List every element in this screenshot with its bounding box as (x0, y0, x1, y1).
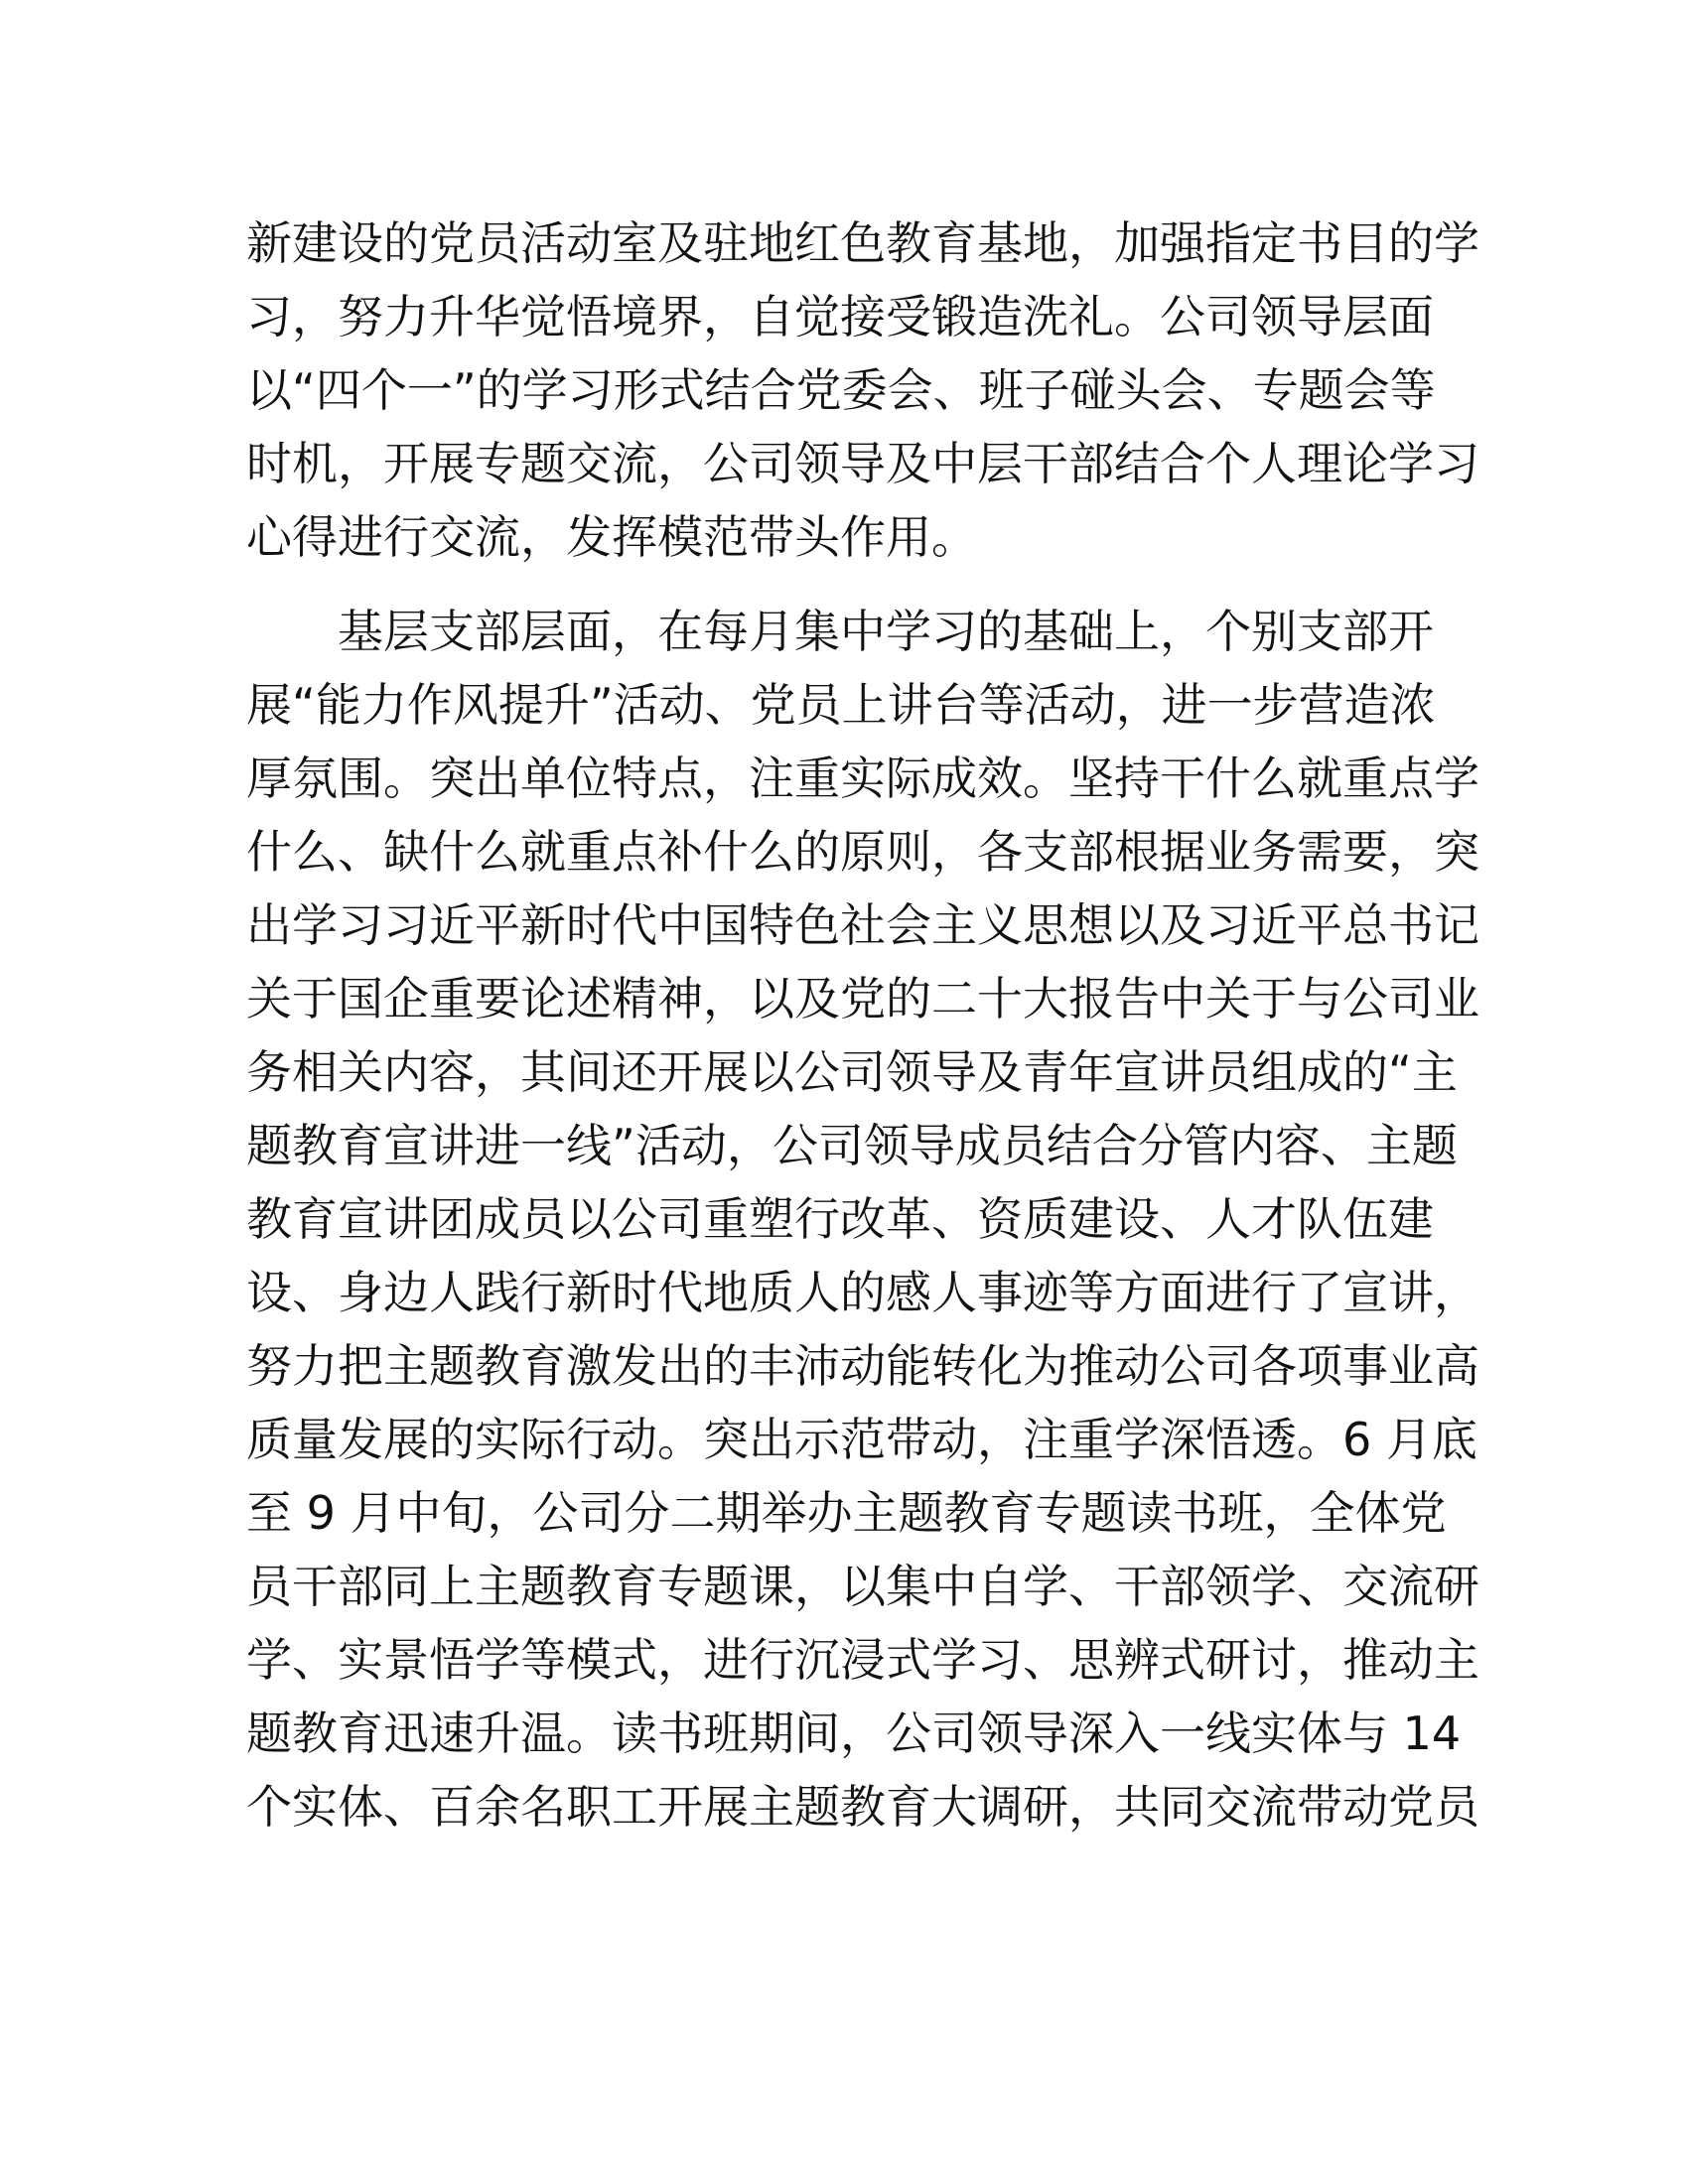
text-line: 努力把主题教育激发出的丰沛动能转化为推动公司各项事业高 (246, 1339, 1479, 1393)
paragraph (246, 595, 1479, 1843)
text-line: 学、实景悟学等模式，进行沉浸式学习、思辨式研讨，推动主 (246, 1633, 1479, 1687)
text-line: 个实体、百余名职工开展主题教育大调研，共同交流带动党员 (246, 1780, 1479, 1834)
text-line: 基层支部层面，在每月集中学习的基础上，个别支部开 (246, 605, 1434, 658)
text-line: 质量发展的实际行动。突出示范带动，注重学深悟透。6 月底 (246, 1413, 1477, 1466)
text-line: 题教育迅速升温。读书班期间，公司领导深入一线实体与 14 (246, 1706, 1462, 1760)
text-line: 心得进行交流，发挥模范带头作用。 (246, 510, 977, 564)
text-line: 出学习习近平新时代中国特色社会主义思想以及习近平总书记 (246, 898, 1479, 952)
paragraph (246, 206, 1479, 574)
body-text (246, 206, 1479, 1843)
text-line: 时机，开展专题交流，公司领导及中层干部结合个人理论学习 (246, 437, 1479, 490)
text-line: 员干部同上主题教育专题课，以集中自学、干部领学、交流研 (246, 1560, 1479, 1613)
text-line: 厚氛围。突出单位特点，注重实际成效。坚持干什么就重点学 (246, 751, 1479, 805)
text-line: 教育宣讲团成员以公司重塑行改革、资质建设、人才队伍建 (246, 1192, 1434, 1246)
text-line: 展“能力作风提升”活动、党员上讲台等活动，进一步营造浓 (246, 678, 1436, 732)
text-line: 关于国企重要论述精神，以及党的二十大报告中关于与公司业 (246, 972, 1479, 1025)
text-line: 新建设的党员活动室及驻地红色教育基地，加强指定书目的学 (246, 216, 1479, 270)
text-line: 习，努力升华觉悟境界，自觉接受锻造洗礼。公司领导层面 (246, 290, 1434, 343)
text-line: 至 9 月中旬，公司分二期举办主题教育专题读书班，全体党 (246, 1486, 1447, 1540)
text-line: 务相关内容，其间还开展以公司领导及青年宣讲员组成的“主 (246, 1045, 1458, 1099)
text-line: 题教育宣讲进一线”活动，公司领导成员结合分管内容、主题 (246, 1119, 1458, 1172)
text-line: 设、身边人践行新时代地质人的感人事迹等方面进行了宣讲， (246, 1266, 1479, 1319)
text-line: 什么、缺什么就重点补什么的原则，各支部根据业务需要，突 (246, 825, 1479, 879)
text-line: 以“四个一”的学习形式结合党委会、班子碰头会、专题会等 (246, 363, 1436, 417)
